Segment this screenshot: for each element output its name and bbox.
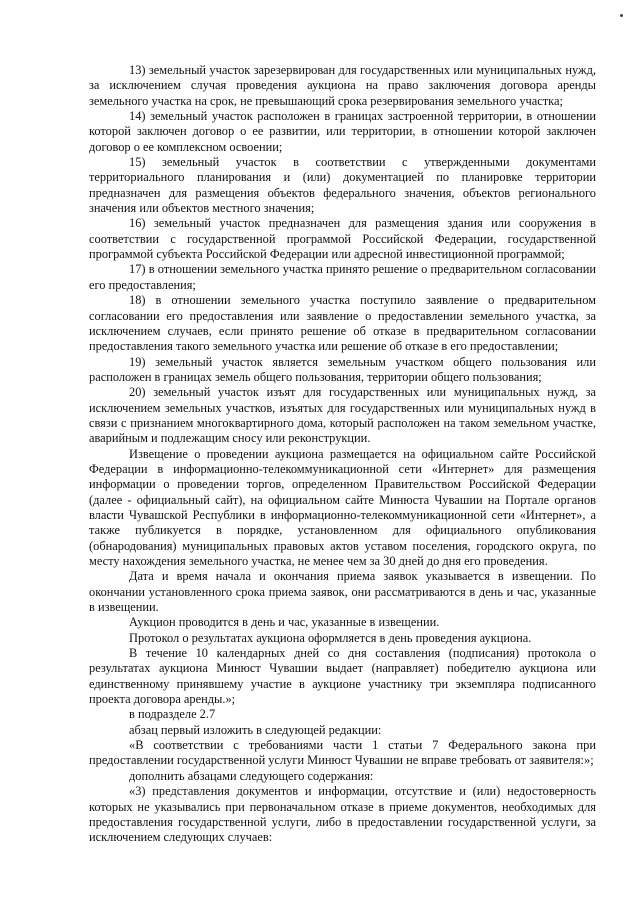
paragraph-16: 16) земельный участок предназначен для размещения здания или сооружения в соответствии с государственной программой Российской Федерации, государственной программой субъекта Российской Федерации или адресной инвестиционной программой; [89, 216, 596, 262]
paragraph-18: 18) в отношении земельного участка поступило заявление о предварительном согласовании его предоставления или заявление о предоставлении земельного участка, за исключением случаев, если принято решение об отказе в предварительном согласовании предоставления такого земельного участка или решение об отказе в его предоставлении; [89, 293, 596, 354]
paragraph-protocol: Протокол о результатах аукциона оформляется в день проведения аукциона. [129, 630, 532, 645]
paragraph-auction-time: Аукцион проводится в день и час, указанные в извещении. [129, 615, 440, 630]
paragraph-20: 20) земельный участок изъят для государственных или муниципальных нужд, за исключением земельных участков, изъятых для государственных или муниципальных нужд в связи с признанием многоквартирного дома, который расположен на таком земельном участке, аварийным и подлежащим сносу или реконструкции. [89, 385, 596, 446]
paragraph-15: 15) земельный участок в соответствии с утвержденными документами территориального планирования и (или) документацией по планировке территории предназначен для размещения объектов федерального значения, объектов регионального значения или объектов местного значения; [89, 155, 596, 216]
paragraph-auction-notice: Извещение о проведении аукциона размещается на официальном сайте Российской Федерации в информационно-телекоммуникационной сети «Интернет» для размещения информации о проведении торгов, определенном Правительством Российской Федерации (далее - официальный сайт), на официальном сайте Минюста Чувашии на Портале органов власти Чувашской Республики в информационно-телекоммуникационной сети «Интернет», а также публикуется в порядке, установленном для официального опубликования (обнародования) муниципальных правовых актов уставом поселения, городского округа, по месту нахождения земельного участка, не менее чем за 30 дней до дня его проведения. [89, 446, 596, 568]
paragraph-subsection: в подразделе 2.7 [129, 707, 216, 722]
paragraph-14: 14) земельный участок расположен в границах застроенной территории, в отношении которой заключен договор о ее развитии, или территории, в отношении которой заключен договор о ее комплексном освоении; [89, 109, 596, 154]
paragraph-federal-law: «В соответствии с требованиями части 1 статьи 7 Федерального закона при предоставлении государственной услуги Минюст Чувашии не вправе требовать от заявителя:»; [89, 738, 596, 768]
paragraph-ten-days: В течение 10 календарных дней со дня составления (подписания) протокола о результатах аукциона Минюст Чувашии выдает (направляет) победителю аукциона или единственному принявшему участие в аукционе участнику три экземпляра подписанного проекта договора аренды.»; [89, 646, 596, 707]
paragraph-add-abzacs: дополнить абзацами следующего содержания: [129, 768, 374, 783]
document-page [89, 63, 596, 846]
paragraph-19: 19) земельный участок является земельным участком общего пользования или расположен в границах земель общего пользования, территории общего пользования; [89, 354, 596, 384]
paragraph-17: 17) в отношении земельного участка принято решение о предварительном согласовании его предоставления; [89, 262, 596, 292]
paragraph-first-abzac: абзац первый изложить в следующей редакции: [129, 722, 382, 737]
paragraph-item-3: «3) представления документов и информации, отсутствие и (или) недостоверность которых не указывались при первоначальном отказе в приеме документов, необходимых для предоставления государственной услуги, либо в предоставлении государственной услуги, за исключением следующих случаев: [89, 784, 596, 845]
paragraph-13: 13) земельный участок зарезервирован для государственных или муниципальных нужд, за исключением случая проведения аукциона на право заключения договора аренды земельного участка на срок, не превышающий срока резервирования земельного участка; [89, 63, 596, 108]
paragraph-application-dates: Дата и время начала и окончания приема заявок указывается в извещении. По окончании установленного срока приема заявок, они рассматриваются в день и час, указанные в извещении. [89, 569, 596, 615]
corner-mark [620, 14, 623, 17]
